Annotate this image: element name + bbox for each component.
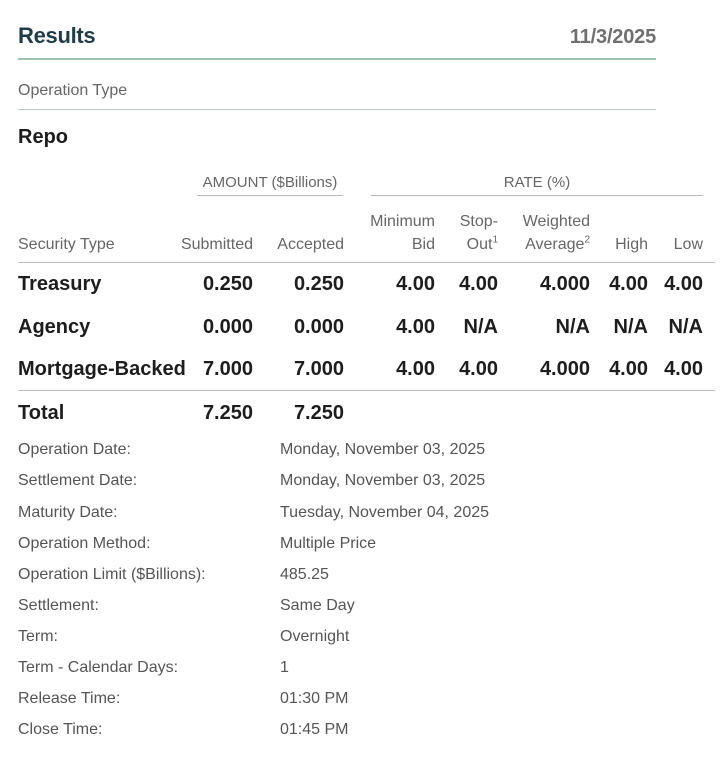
row-mortgage-backed-min-bid: 4.00 (396, 358, 435, 380)
row-treasury-high: 4.00 (609, 273, 648, 295)
col-minimum-bid-line1: Minimum (370, 213, 435, 230)
operation-type-row (18, 80, 656, 110)
detail-value: Same Day (280, 597, 355, 614)
row-mortgage-backed-stop-out: 4.00 (459, 358, 498, 380)
detail-label: Operation Limit ($Billions): (18, 566, 206, 583)
footnote-1-marker: 1 (492, 234, 498, 246)
detail-label: Operation Date: (18, 441, 131, 458)
total-accepted: 7.250 (293, 402, 344, 424)
row-mortgage-backed-accepted: 7.000 (293, 358, 344, 380)
detail-label: Term: (18, 628, 58, 645)
row-treasury-low: 4.00 (664, 273, 703, 295)
col-stop-out-line2 (445, 233, 498, 256)
col-weighted-average-line2 (505, 233, 590, 256)
row-agency-submitted: 0.000 (202, 316, 253, 338)
detail-value: 1 (280, 659, 289, 676)
detail-value: 01:45 PM (280, 721, 349, 738)
row-treasury-accepted: 0.250 (293, 273, 344, 295)
results-header (18, 20, 656, 60)
row-agency-high: N/A (613, 316, 648, 338)
row-mortgage-backed-low: 4.00 (664, 358, 703, 380)
col-weighted-average-text: Average (525, 236, 585, 253)
col-low: Low (673, 236, 703, 253)
row-mortgage-backed-submitted: 7.000 (202, 358, 253, 380)
operation-type-value: Repo (18, 126, 68, 148)
detail-value: 01:30 PM (280, 690, 349, 707)
detail-value: Tuesday, November 04, 2025 (280, 504, 490, 521)
total-divider (18, 390, 715, 391)
row-agency-min-bid: 4.00 (396, 316, 435, 338)
amount-group-header: AMOUNT ($Billions) (197, 174, 343, 196)
detail-value: Monday, November 03, 2025 (280, 472, 486, 489)
row-treasury-stop-out: 4.00 (459, 273, 498, 295)
detail-label: Operation Method: (18, 535, 151, 552)
total-label: Total (18, 402, 65, 424)
detail-label: Maturity Date: (18, 504, 118, 521)
row-agency-accepted: 0.000 (293, 316, 344, 338)
detail-value: 485.25 (280, 566, 329, 583)
row-mortgage-backed-high: 4.00 (609, 358, 648, 380)
detail-label: Term - Calendar Days: (18, 659, 179, 676)
col-weighted-average-line1: Weighted (522, 213, 590, 230)
row-agency-low: N/A (668, 316, 703, 338)
col-security-type: Security Type (18, 236, 115, 253)
row-mortgage-backed-weighted-avg: 4.000 (539, 358, 590, 380)
header-divider (18, 262, 715, 263)
col-submitted: Submitted (180, 236, 253, 253)
col-stop-out-line1: Stop- (459, 213, 498, 230)
footnote-2-marker: 2 (584, 234, 590, 246)
col-minimum-bid-line2: Bid (411, 236, 435, 253)
rate-group-header: RATE (%) (371, 174, 703, 196)
row-mortgage-backed-security: Mortgage-Backed (18, 358, 186, 380)
page-title: Results (18, 23, 96, 48)
detail-value: Multiple Price (280, 535, 377, 552)
detail-value: Monday, November 03, 2025 (280, 441, 486, 458)
col-high: High (615, 236, 648, 253)
detail-label: Release Time: (18, 690, 121, 707)
col-stop-out-text: Out (466, 236, 493, 253)
detail-label: Settlement Date: (18, 472, 138, 489)
row-agency-security: Agency (18, 316, 91, 338)
total-submitted: 7.250 (202, 402, 253, 424)
row-agency-stop-out: N/A (463, 316, 498, 338)
detail-label: Settlement: (18, 597, 99, 614)
row-treasury-security: Treasury (18, 273, 102, 295)
row-treasury-weighted-avg: 4.000 (539, 273, 590, 295)
operation-type-label: Operation Type (18, 82, 128, 99)
row-treasury-submitted: 0.250 (202, 273, 253, 295)
col-accepted: Accepted (277, 236, 344, 253)
row-agency-weighted-avg: N/A (555, 316, 590, 338)
results-date: 11/3/2025 (569, 26, 656, 48)
detail-value: Overnight (280, 628, 350, 645)
row-treasury-min-bid: 4.00 (396, 273, 435, 295)
detail-label: Close Time: (18, 721, 103, 738)
